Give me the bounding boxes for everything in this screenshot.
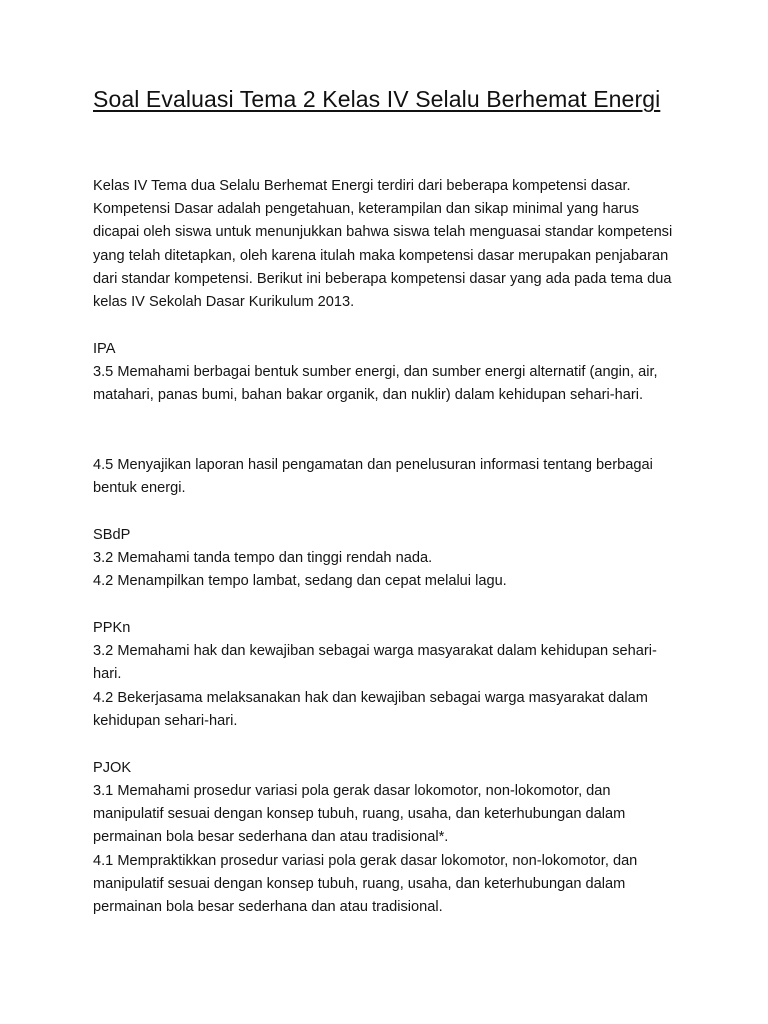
section-heading-ppkn: PPKn (93, 620, 131, 636)
intro-paragraph: Kelas IV Tema dua Selalu Berhemat Energi terdiri dari beberapa kompetensi dasar. Kompetensi Dasar adalah pengetahuan, keterampilan dan sikap minimal yang harus dicapai oleh siswa untuk menunjukkan bahwa siswa telah menguasai standar kompetensi yang telah ditetapkan, oleh karena itulah maka kompetensi dasar merupakan penjabaran dari standar kompetensi. Berikut ini beberapa kompetensi dasar yang ada pada tema dua kelas IV Sekolah Dasar Kurikulum 2013. (93, 178, 673, 311)
ppkn-kd-3-2: 3.2 Memahami hak dan kewajiban sebagai warga masyarakat dalam kehidupan sehari-hari. (93, 643, 657, 683)
document-title: Soal Evaluasi Tema 2 Kelas IV Selalu Berhemat Energi (93, 86, 661, 112)
section-heading-pjok: PJOK (93, 760, 132, 776)
section-heading-sbdp: SBdP (93, 527, 131, 543)
pjok-kd-3-1: 3.1 Memahami prosedur variasi pola gerak dasar lokomotor, non-lokomotor, dan manipulatif sesuai dengan konsep tubuh, ruang, usaha, dan keterhubungan dalam permainan bola besar sederhana dan atau tradisional*. (93, 783, 626, 846)
pjok-kd-4-1: 4.1 Mempraktikkan prosedur variasi pola gerak dasar lokomotor, non-lokomotor, dan manipulatif sesuai dengan konsep tubuh, ruang, usaha, dan keterhubungan dalam permainan bola besar sederhana dan atau tradisional. (93, 853, 638, 916)
ppkn-kd-4-2: 4.2 Bekerjasama melaksanakan hak dan kewajiban sebagai warga masyarakat dalam kehidupan sehari-hari. (93, 690, 648, 730)
sbdp-kd-3-2: 3.2 Memahami tanda tempo dan tinggi rendah nada. (93, 550, 433, 566)
sbdp-kd-4-2: 4.2 Menampilkan tempo lambat, sedang dan cepat melalui lagu. (93, 573, 507, 589)
ipa-kd-4-5: 4.5 Menyajikan laporan hasil pengamatan dan penelusuran informasi tentang berbagai bentuk energi. (93, 457, 653, 497)
section-heading-ipa: IPA (93, 341, 116, 357)
ipa-kd-3-5: 3.5 Memahami berbagai bentuk sumber energi, dan sumber energi alternatif (angin, air, matahari, panas bumi, bahan bakar organik, dan nuklir) dalam kehidupan sehari-hari. (93, 364, 658, 404)
